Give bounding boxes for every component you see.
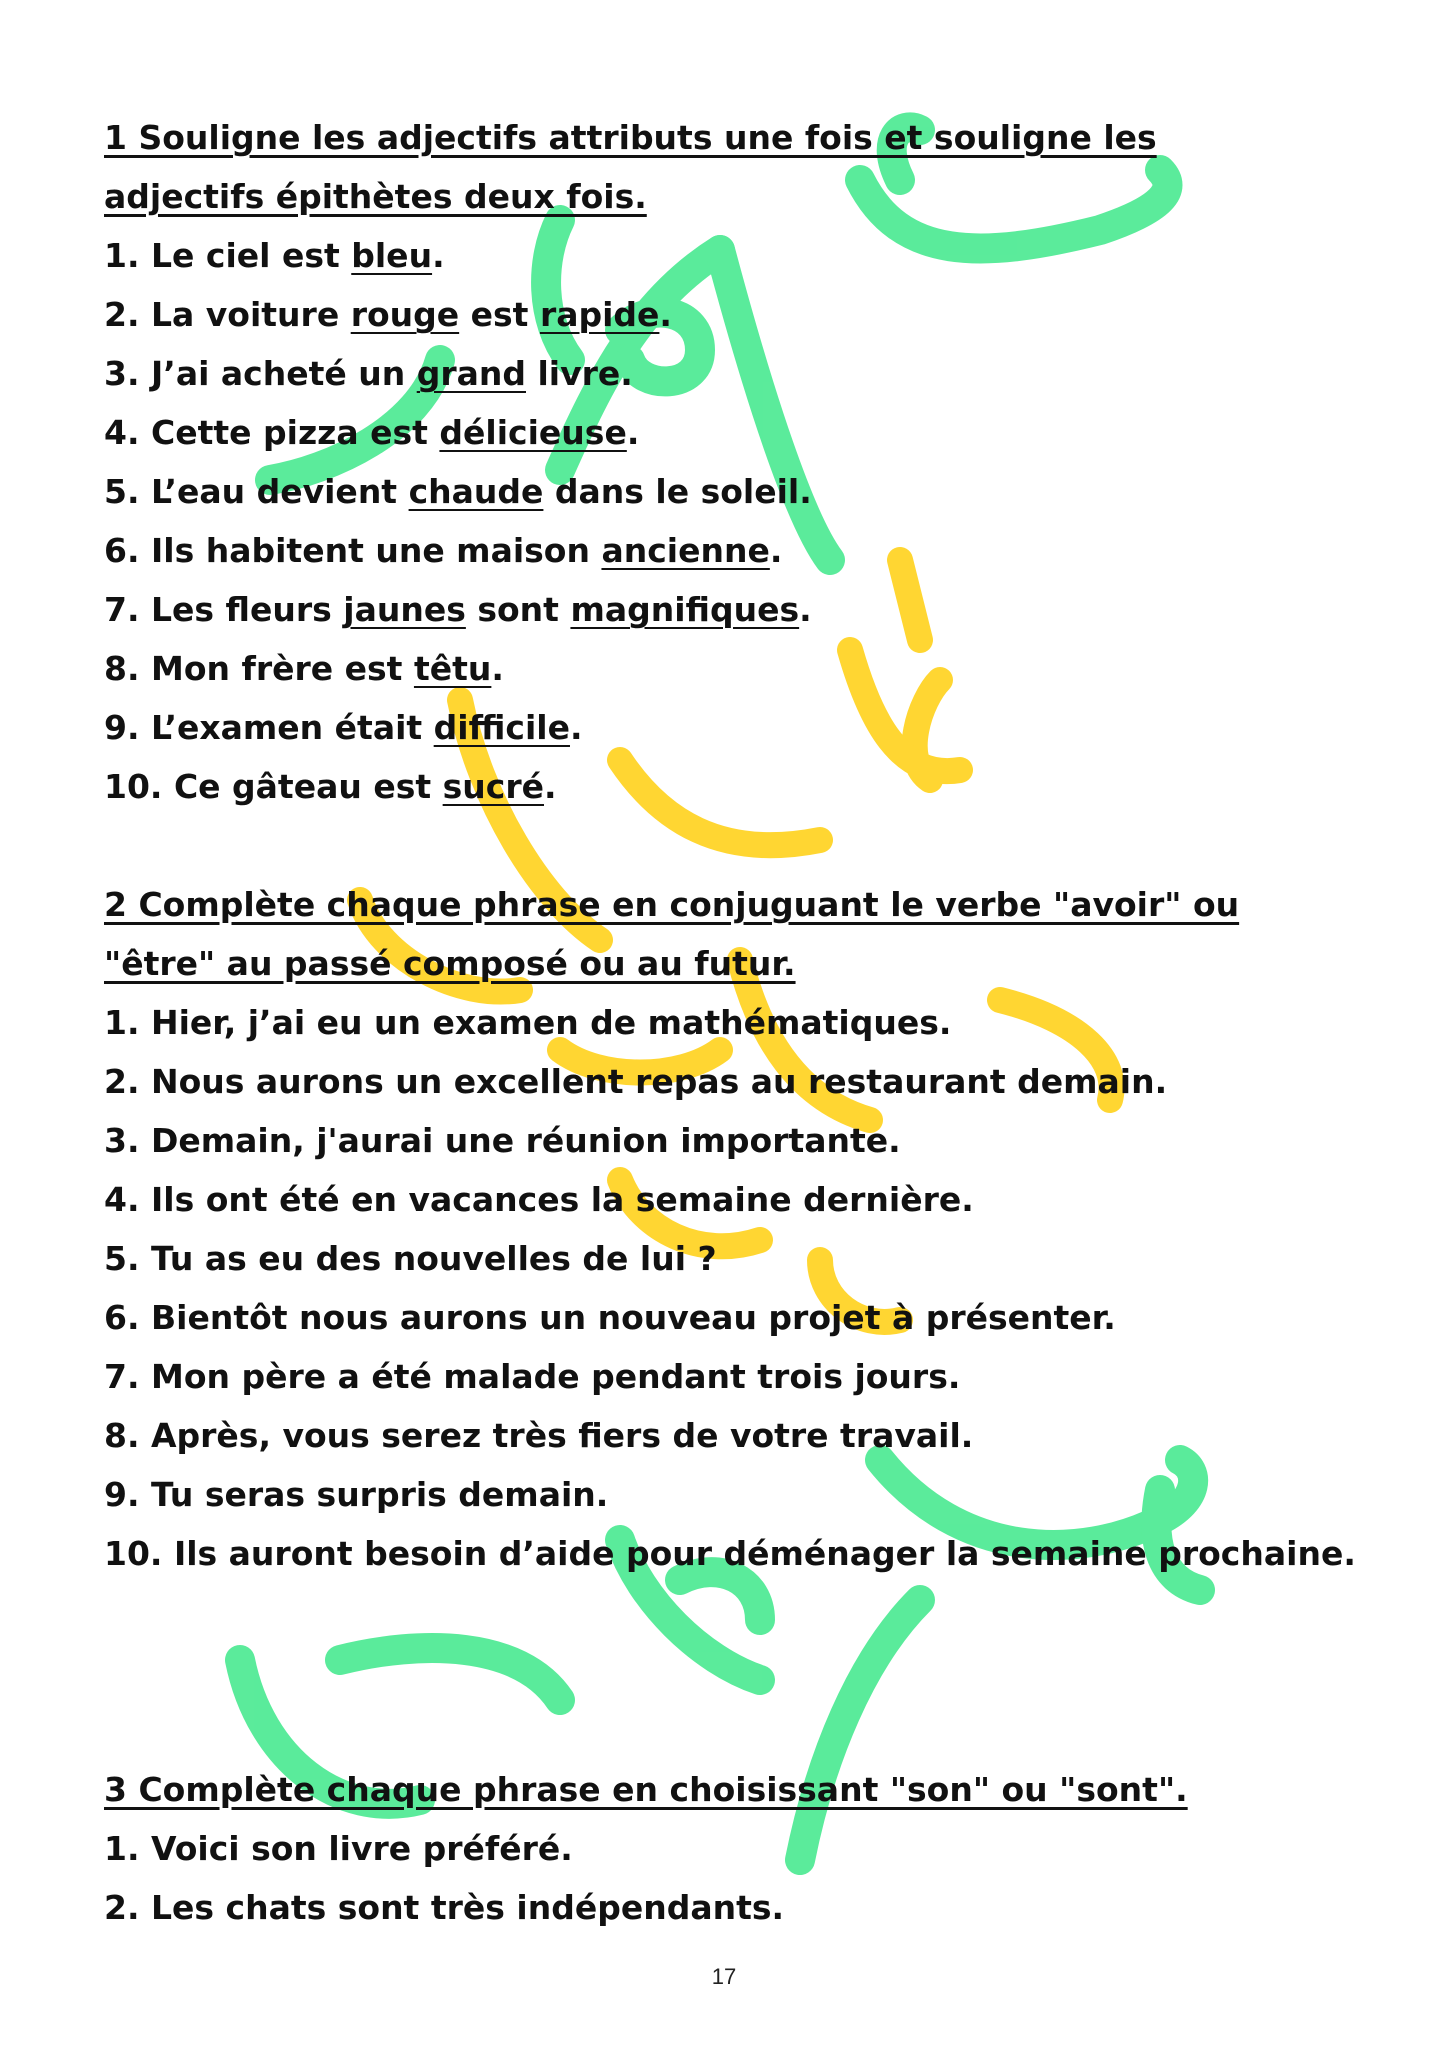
sentence-text: sont (465, 590, 571, 629)
underlined-adjective: rouge (350, 295, 460, 334)
sentence-text: . (799, 590, 812, 629)
underlined-adjective: têtu (413, 649, 492, 688)
list-item (104, 226, 1344, 285)
sentence-text: L’eau devient (151, 472, 409, 511)
sentence-text: 5. (104, 472, 151, 511)
section-1-heading: 1 Souligne les adjectifs attributs une fois et souligne les adjectifs épithètes deux fois. (104, 118, 1157, 216)
list-item: 2. Les chats sont très indépendants. (104, 1888, 785, 1927)
sentence-text: Ce gâteau est (173, 767, 443, 806)
underlined-adjective: délicieuse (439, 413, 627, 452)
sentence-text: Les fleurs (151, 590, 344, 629)
sentence-text: 8. (104, 649, 151, 688)
underlined-adjective: difficile (433, 708, 570, 747)
sentence-text: 2. (104, 295, 151, 334)
underlined-adjective: bleu (351, 236, 433, 275)
underlined-adjective: ancienne (601, 531, 770, 570)
sentence-text: est (459, 295, 540, 334)
list-item: 9. Tu seras surpris demain. (104, 1475, 609, 1514)
list-item: 8. Après, vous serez très fiers de votre travail. (104, 1416, 974, 1455)
sentence-text: L’examen était (151, 708, 434, 747)
sentence-text: Le ciel est (151, 236, 352, 275)
sentence-text: 3. (104, 354, 151, 393)
sentence-text: Ils habitent une maison (151, 531, 602, 570)
sentence-text: . (491, 649, 504, 688)
list-item: 6. Bientôt nous aurons un nouveau projet à présenter. (104, 1298, 1116, 1337)
underlined-adjective: magnifiques (570, 590, 800, 629)
section-1 (104, 108, 1344, 816)
sentence-text: . (544, 767, 557, 806)
sentence-text: 1. (104, 236, 151, 275)
list-item: 10. Ils auront besoin d’aide pour déménager la semaine prochaine. (104, 1534, 1356, 1573)
sentence-text: J’ai acheté un (151, 354, 417, 393)
list-item (104, 639, 1344, 698)
underlined-adjective: jaunes (343, 590, 466, 629)
sentence-text: 10. (104, 767, 174, 806)
underlined-adjective: chaude (408, 472, 544, 511)
list-item: 2. Nous aurons un excellent repas au restaurant demain. (104, 1062, 1168, 1101)
list-item: 1. Voici son livre préféré. (104, 1829, 573, 1868)
list-item (104, 344, 1344, 403)
section-3-list (104, 1819, 1344, 1937)
list-item (104, 698, 1344, 757)
section-3 (104, 1760, 1344, 1937)
sentence-text: . (659, 295, 672, 334)
page-number: 17 (711, 1964, 737, 1989)
list-item (104, 521, 1344, 580)
spacer (104, 1583, 1344, 1760)
sentence-text: Cette pizza est (151, 413, 440, 452)
section-1-list (104, 226, 1344, 816)
section-2-list (104, 993, 1356, 1583)
sentence-text: 7. (104, 590, 151, 629)
section-2 (104, 875, 1356, 1583)
list-item: 5. Tu as eu des nouvelles de lui ? (104, 1239, 717, 1278)
sentence-text: La voiture (151, 295, 351, 334)
sentence-text: livre. (526, 354, 633, 393)
section-3-heading: 3 Complète chaque phrase en choisissant "son" ou "sont". (104, 1770, 1188, 1809)
list-item: 4. Ils ont été en vacances la semaine dernière. (104, 1180, 974, 1219)
list-item (104, 403, 1344, 462)
list-item: 7. Mon père a été malade pendant trois jours. (104, 1357, 961, 1396)
sentence-text: . (769, 531, 783, 570)
worksheet (104, 108, 1356, 1937)
list-item (104, 462, 1344, 521)
underlined-adjective: rapide (539, 295, 660, 334)
sentence-text: . (432, 236, 445, 275)
sentence-text: dans le soleil. (543, 472, 812, 511)
list-item (104, 580, 1344, 639)
sentence-text: 4. (104, 413, 151, 452)
underlined-adjective: grand (416, 354, 526, 393)
underlined-adjective: sucré (442, 767, 544, 806)
list-item (104, 285, 1344, 344)
list-item (104, 757, 1344, 816)
spacer (104, 816, 1344, 875)
list-item: 3. Demain, j'aurai une réunion importante. (104, 1121, 901, 1160)
sentence-text: . (626, 413, 640, 452)
sentence-text: Mon frère est (151, 649, 414, 688)
list-item: 1. Hier, j’ai eu un examen de mathématiques. (104, 1003, 952, 1042)
sentence-text: . (569, 708, 583, 747)
sentence-text: 9. (104, 708, 151, 747)
section-2-heading: 2 Complète chaque phrase en conjuguant le verbe "avoir" ou "être" au passé composé ou au futur. (104, 885, 1240, 983)
sentence-text: 6. (104, 531, 151, 570)
